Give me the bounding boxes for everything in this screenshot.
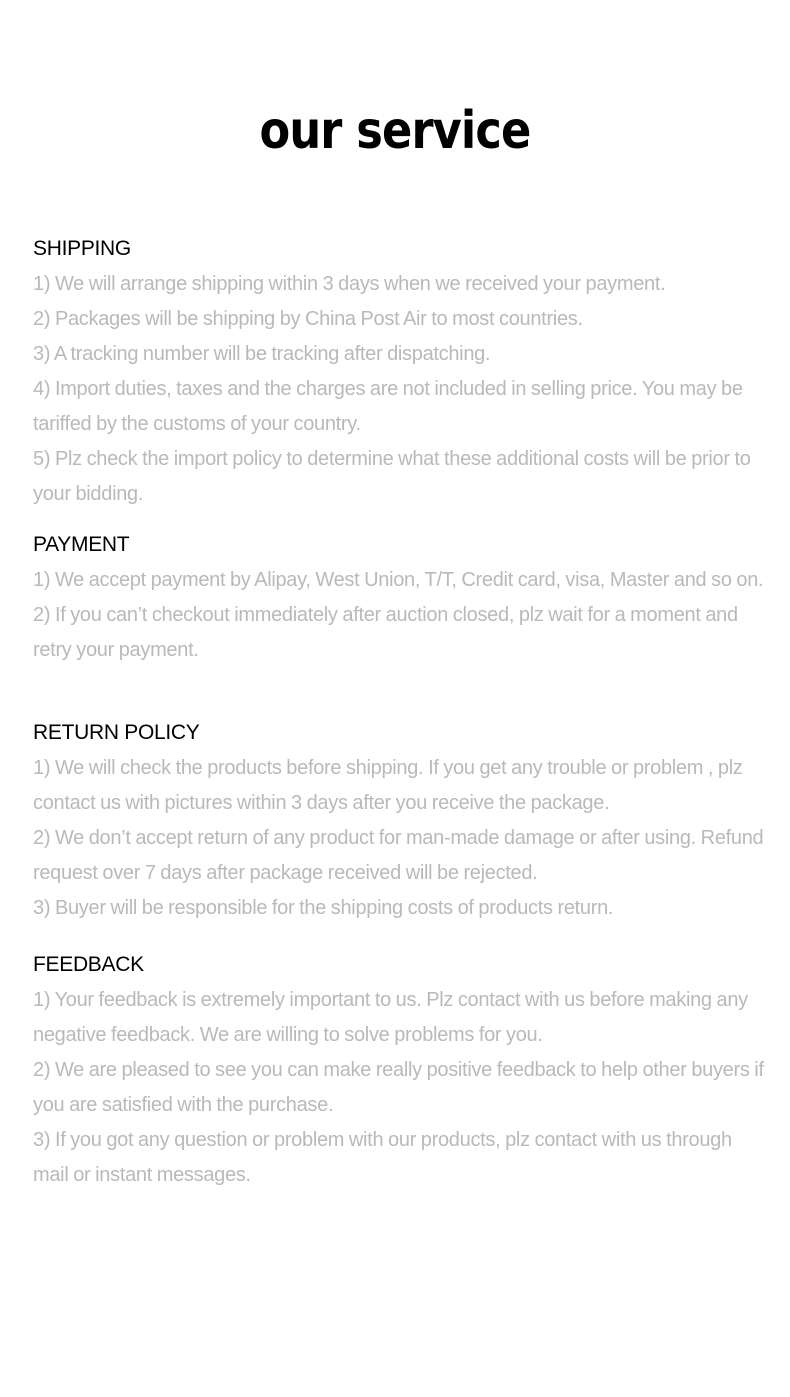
return-policy-section bbox=[33, 719, 768, 926]
shipping-section bbox=[33, 235, 768, 512]
shipping-item: 2) Packages will be shipping by China Post Air to most countries. bbox=[33, 308, 583, 330]
payment-item: 1) We accept payment by Alipay, West Union, T/T, Credit card, visa, Master and so on. bbox=[33, 569, 764, 591]
payment-item: 2) If you can’t checkout immediately after auction closed, plz wait for a moment and retry your payment. bbox=[33, 604, 738, 661]
return-policy-item: 3) Buyer will be responsible for the shipping costs of products return. bbox=[33, 897, 614, 919]
feedback-item: 2) We are pleased to see you can make really positive feedback to help other buyers if you are satisfied with the purchase. bbox=[33, 1059, 764, 1116]
section-heading-shipping: SHIPPING bbox=[33, 237, 131, 260]
shipping-item: 1) We will arrange shipping within 3 days when we received your payment. bbox=[33, 273, 666, 295]
payment-section bbox=[33, 531, 768, 668]
feedback-item: 3) If you got any question or problem with our products, plz contact with us through mail or instant messages. bbox=[33, 1129, 732, 1186]
feedback-item: 1) Your feedback is extremely important to us. Plz contact with us before making any negative feedback. We are willing to solve problems for you. bbox=[33, 989, 748, 1046]
page-title: our service bbox=[259, 101, 531, 161]
shipping-item: 5) Plz check the import policy to determine what these additional costs will be prior to your bidding. bbox=[33, 448, 751, 505]
section-heading-return-policy: RETURN POLICY bbox=[33, 721, 200, 744]
section-heading-feedback: FEEDBACK bbox=[33, 953, 144, 976]
return-policy-item: 1) We will check the products before shipping. If you get any trouble or problem , plz contact us with pictures within 3 days after you receive the package. bbox=[33, 757, 743, 814]
return-policy-item: 2) We don’t accept return of any product for man-made damage or after using. Refund request over 7 days after package received will be rejected. bbox=[33, 827, 764, 884]
shipping-item: 4) Import duties, taxes and the charges are not included in selling price. You may be tariffed by the customs of your country. bbox=[33, 378, 743, 435]
feedback-section bbox=[33, 951, 768, 1193]
section-heading-payment: PAYMENT bbox=[33, 533, 130, 556]
shipping-item: 3) A tracking number will be tracking after dispatching. bbox=[33, 343, 491, 365]
